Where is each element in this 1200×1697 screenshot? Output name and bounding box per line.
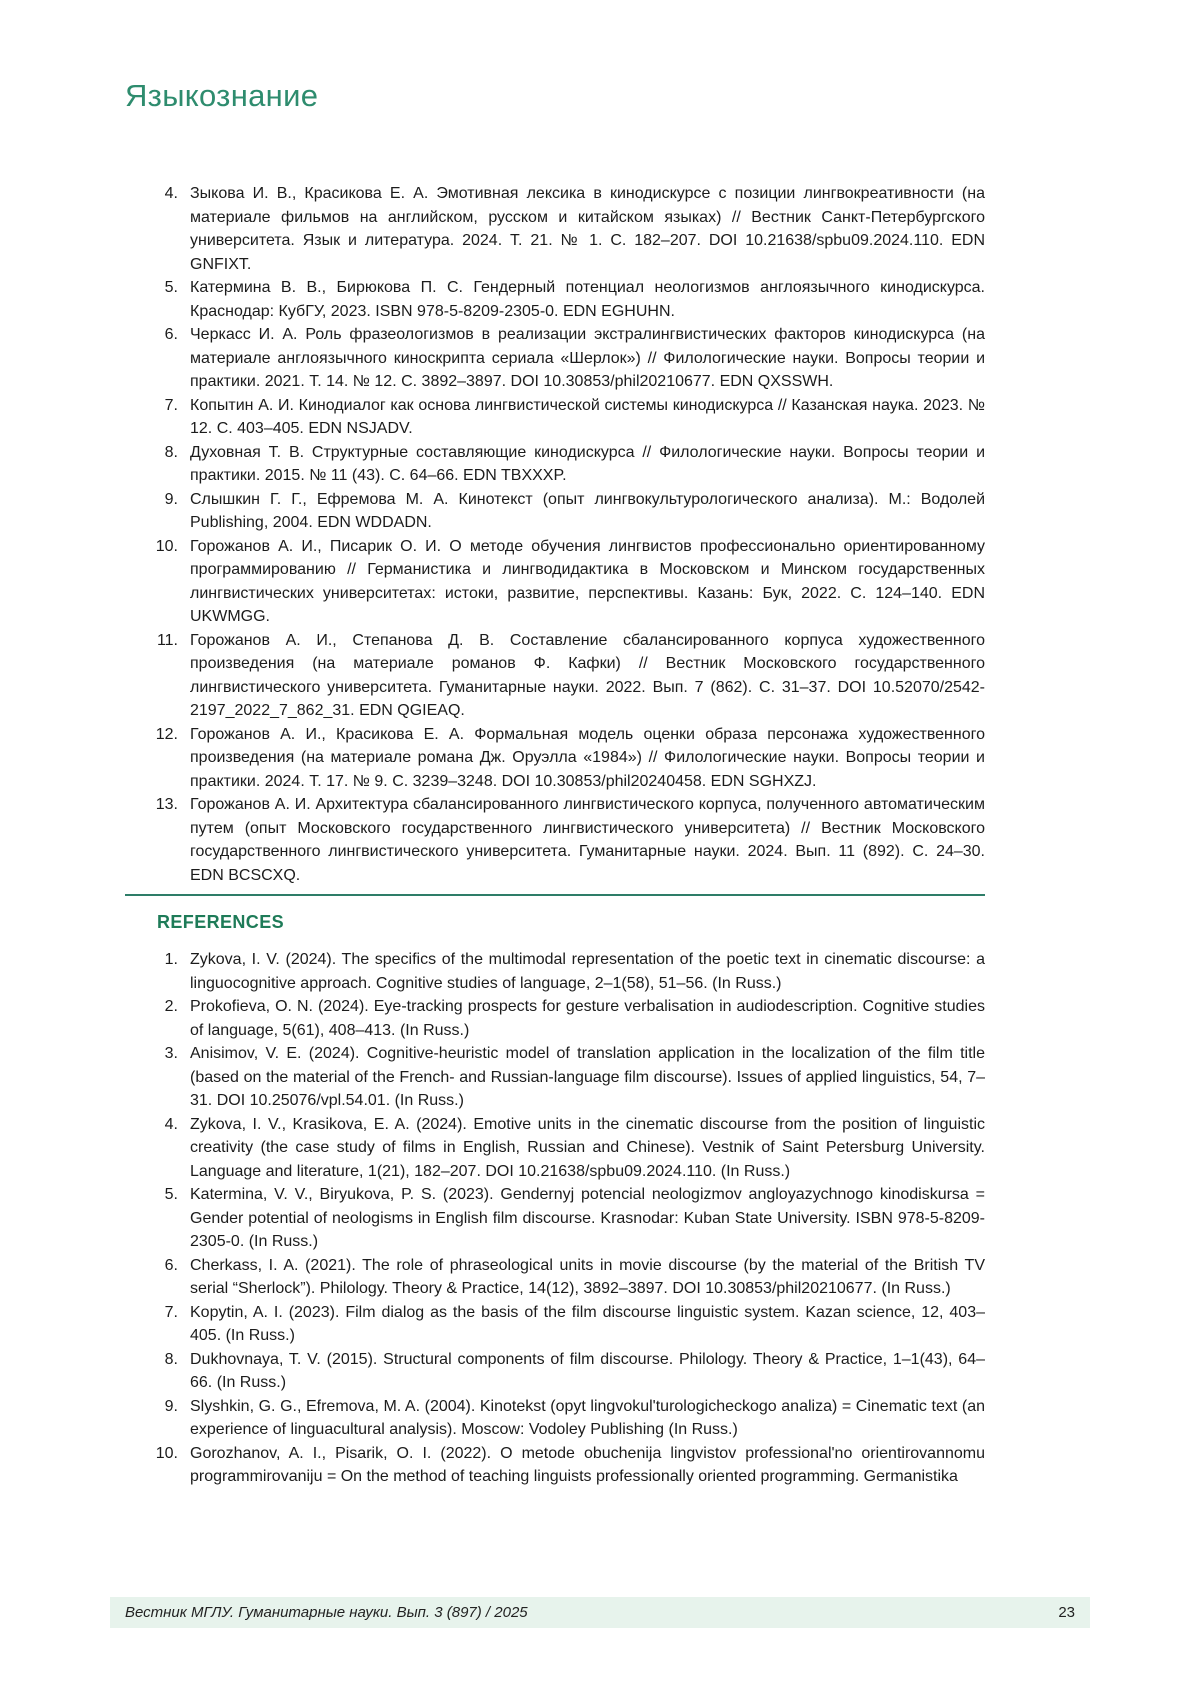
list-item-number: 7. — [164, 1303, 178, 1321]
list-item-text: Zykova, I. V. (2024). The specifics of the multimodal representation of the poetic text in cinematic discourse: a linguocognitive approach. Cognitive studies of language, 2–1(58), 51–56. (In Russ.) — [190, 951, 985, 992]
list-item-text: Katermina, V. V., Biryukova, P. S. (2023). Gendernyj potencial neologizmov angloyazychnogo kinodiskursa = Gender potential of neologisms in English film discourse. Krasnodar: Kuban State University. ISBN 978-5-8209-2305-0. (In Russ.) — [190, 1186, 985, 1250]
list-item-number: 13. — [155, 796, 178, 813]
list-item — [125, 488, 985, 535]
list-item-number: 8. — [164, 443, 178, 461]
list-item — [125, 1395, 985, 1442]
english-reference-list — [125, 948, 985, 1489]
list-item-number: 2. — [164, 998, 178, 1015]
list-item-text: Копытин А. И. Кинодиалог как основа лингвистической системы кинодискурса // Казанская наука. 2023. № 12. С. 403–405. EDN NSJADV. — [190, 396, 985, 437]
list-item — [125, 723, 985, 794]
list-item-number: 1. — [164, 951, 178, 968]
list-item — [125, 793, 985, 887]
references-heading: REFERENCES — [157, 912, 285, 932]
page-title: Языкознание — [125, 78, 319, 113]
list-item — [125, 535, 985, 629]
list-item-text: Cherkass, I. A. (2021). The role of phraseological units in movie discourse (by the material of the British TV serial “Sherlock”). Philology. Theory & Practice, 14(12), 3892–3897. DOI 10.30853/phil20210677. (In Russ.) — [190, 1256, 985, 1297]
list-item — [125, 1183, 985, 1254]
list-item — [125, 1348, 985, 1395]
list-item-number: 6. — [164, 1256, 178, 1274]
list-item-number: 10. — [155, 537, 178, 555]
list-item-text: Катермина В. В., Бирюкова П. С. Гендерный потенциал неологизмов англоязычного кинодискурса. Краснодар: КубГУ, 2023. ISBN 978-5-8209-2305-0. EDN EGHUHN. — [190, 279, 985, 320]
list-item — [125, 1254, 985, 1301]
list-item — [125, 323, 985, 394]
list-item-number: 8. — [164, 1350, 178, 1368]
list-item-text: Горожанов А. И., Степанова Д. В. Составление сбалансированного корпуса художественного произведения (на материале романов Ф. Кафки) // Вестник Московского государственного лингвистического университета. Гуманитарные науки. 2022. Вып. 7 (862). С. 31–37. DOI 10.52070/2542-2197_2022_7_862_31. EDN QGIEAQ. — [190, 631, 985, 719]
list-item — [125, 1301, 985, 1348]
list-item-text: Dukhovnaya, T. V. (2015). Structural components of film discourse. Philology. Theory & Practice, 1–1(43), 64–66. (In Russ.) — [190, 1350, 985, 1391]
list-item-text: Slyshkin, G. G., Efremova, M. A. (2004). Kinotekst (opyt lingvokul'turologicheckogo analiza) = Cinematic text (an experience of linguacultural analysis). Moscow: Vodoley Publishing (In Russ.) — [190, 1397, 985, 1438]
list-item-text: Духовная Т. В. Структурные составляющие кинодискурса // Филологические науки. Вопросы теории и практики. 2015. № 11 (43). С. 64–66. EDN TBXXXP. — [190, 443, 985, 484]
list-item-number: 11. — [156, 631, 178, 649]
list-item-text: Черкасс И. А. Роль фразеологизмов в реализации экстралингвистических факторов кинодискурса (на материале англоязычного киноскрипта сериала «Шерлок») // Филологические науки. Вопросы теории и практики. 2021. Т. 14. № 12. С. 3892–3897. DOI 10.30853/phil20210677. EDN QXSSWH. — [190, 326, 985, 390]
list-item-number: 6. — [164, 326, 178, 343]
list-item-text: Слышкин Г. Г., Ефремова М. А. Кинотекст (опыт лингвокультурологического анализа). М.: Водолей Publishing, 2004. EDN WDDADN. — [190, 490, 985, 531]
list-item-text: Горожанов А. И. Архитектура сбалансированного лингвистического корпуса, полученного автоматическим путем (опыт Московского государственного лингвистического университета) // Вестник Московского государственного лингвистического университета. Гуманитарные науки. 2024. Вып. 11 (892). С. 24–30. EDN BCSCXQ. — [190, 796, 985, 884]
list-item-number: 4. — [164, 185, 178, 202]
list-item-text: Горожанов А. И., Писарик О. И. О методе обучения лингвистов профессионально ориентированному программированию // Германистика и лингводидактика в Московском и Минском государственных лингвистических университетах: истоки, развитие, перспективы. Казань: Бук, 2022. С. 124–140. EDN UKWMGG. — [190, 537, 985, 625]
list-item-text: Зыкова И. В., Красикова Е. А. Эмотивная лексика в кинодискурсе с позиции лингвокреативности (на материале фильмов на английском, русском и китайском языках) // Вестник Санкт-Петербургского университета. Язык и литература. 2024. Т. 21. № 1. С. 182–207. DOI 10.21638/spbu09.2024.110. EDN GNFIXT. — [190, 185, 985, 273]
list-item — [125, 394, 985, 441]
list-item-text: Prokofieva, O. N. (2024). Eye-tracking prospects for gesture verbalisation in audiodescription. Cognitive studies of language, 5(61), 408–413. (In Russ.) — [190, 998, 985, 1039]
list-item-text: Anisimov, V. E. (2024). Cognitive-heuristic model of translation application in the localization of the film title (based on the material of the French- and Russian-language film discourse). Issues of applied linguistics, 54, 7–31. DOI 10.25076/vpl.54.01. (In Russ.) — [190, 1045, 985, 1109]
footer-journal-title: Вестник МГЛУ. Гуманитарные науки. Вып. 3 (897) / 2025 — [125, 1604, 528, 1621]
list-item — [125, 948, 985, 995]
list-item-number: 5. — [164, 279, 178, 296]
list-item — [125, 629, 985, 723]
list-item — [125, 276, 985, 323]
list-item-text: Горожанов А. И., Красикова Е. А. Формальная модель оценки образа персонажа художественного произведения (на материале романа Дж. Оруэлла «1984») // Филологические науки. Вопросы теории и практики. 2024. Т. 17. № 9. С. 3239–3248. DOI 10.30853/phil20240458. EDN SGHXZJ. — [190, 725, 985, 790]
list-item-text: Kopytin, A. I. (2023). Film dialog as the basis of the film discourse linguistic system. Kazan science, 12, 403–405. (In Russ.) — [190, 1303, 985, 1344]
list-item-number: 7. — [164, 396, 178, 414]
list-item-number: 3. — [164, 1045, 178, 1062]
list-item — [125, 995, 985, 1042]
list-item-number: 4. — [164, 1115, 178, 1133]
list-item — [125, 1113, 985, 1184]
list-item — [125, 182, 985, 276]
list-item — [125, 1042, 985, 1113]
russian-reference-list — [125, 182, 985, 887]
list-item-text: Gorozhanov, A. I., Pisarik, O. I. (2022). O metode obuchenija lingvistov professional'no orientirovannomu programmirovaniju = On the method of teaching linguists professionally oriented programming. Germanistika — [190, 1444, 985, 1485]
list-item-number: 9. — [164, 1397, 178, 1415]
page-footer — [110, 1597, 1090, 1628]
list-item-number: 12. — [155, 725, 178, 743]
list-item — [125, 1442, 985, 1489]
list-item-text: Zykova, I. V., Krasikova, E. A. (2024). Emotive units in the cinematic discourse from the position of linguistic creativity (the case study of films in English, Russian and Chinese). Vestnik of Saint Petersburg University. Language and literature, 1(21), 182–207. DOI 10.21638/spbu09.2024.110. (In Russ.) — [190, 1115, 985, 1180]
section-divider — [125, 894, 985, 896]
list-item — [125, 441, 985, 488]
list-item-number: 10. — [155, 1444, 178, 1462]
list-item-number: 9. — [164, 490, 178, 508]
footer-page-number: 23 — [1058, 1604, 1075, 1621]
list-item-number: 5. — [164, 1186, 178, 1203]
